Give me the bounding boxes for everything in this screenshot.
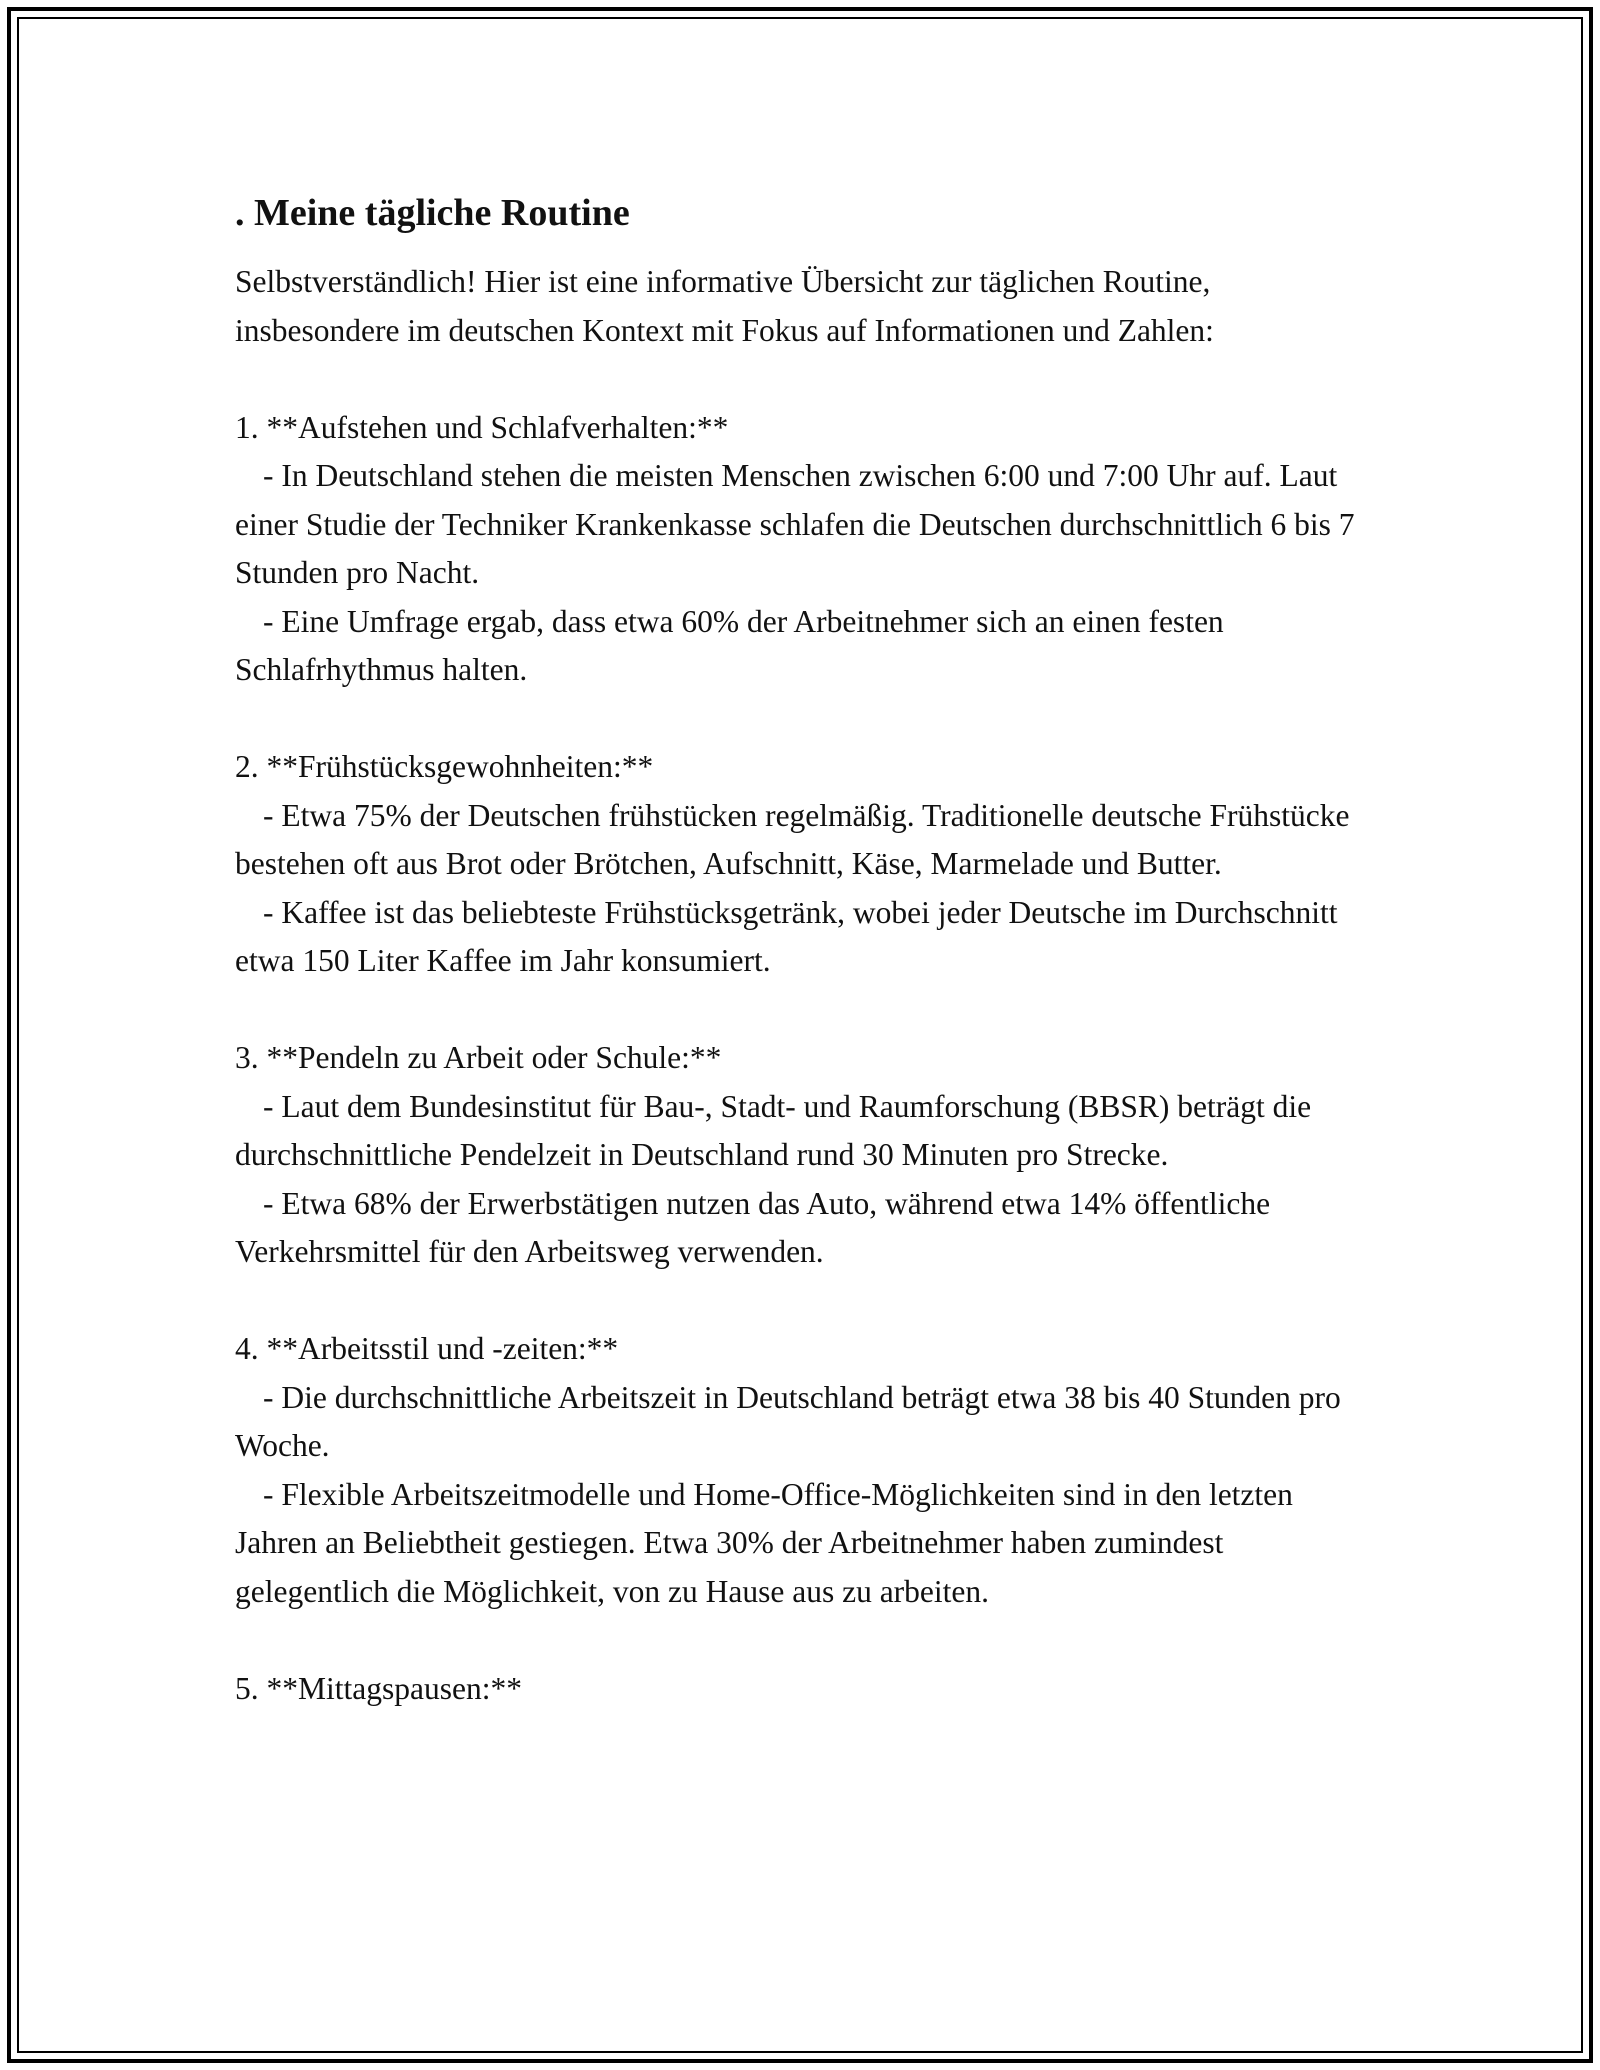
section-bullet: - In Deutschland stehen die meisten Menschen zwischen 6:00 und 7:00 Uhr auf. Laut einer Studie der Techniker Krankenkasse schlafen die Deutschen durchschnittlich 6 bis 7 Stunden pro Nacht.: [235, 458, 1355, 590]
section-bullet: - Flexible Arbeitszeitmodelle und Home-Office-Möglichkeiten sind in den letzten Jahren an Beliebtheit gestiegen. Etwa 30% der Arbeitnehmer haben zumindest gelegentlich die Möglichkeit, von zu Hause aus zu arbeiten.: [235, 1476, 1293, 1609]
section-bullet: - Die durchschnittliche Arbeitszeit in Deutschland beträgt etwa 38 bis 40 Stunden pro Woche.: [235, 1379, 1341, 1463]
section-bullet: - Etwa 75% der Deutschen frühstücken regelmäßig. Traditionelle deutsche Frühstücke bestehen oft aus Brot oder Brötchen, Aufschnitt, Käse, Marmelade und Butter.: [235, 797, 1350, 881]
section-bullet: - Eine Umfrage ergab, dass etwa 60% der Arbeitnehmer sich an einen festen Schlafrhythmus halten.: [235, 603, 1224, 687]
section-bullet: - Laut dem Bundesinstitut für Bau-, Stadt- und Raumforschung (BBSR) beträgt die durchschnittliche Pendelzeit in Deutschland rund 30 Minuten pro Strecke.: [235, 1088, 1312, 1172]
section-mittagspausen: [235, 1665, 1370, 1714]
section-arbeit: [235, 1325, 1370, 1616]
section-pendeln: [235, 1034, 1370, 1277]
section-bullet: - Kaffee ist das beliebteste Frühstücksgetränk, wobei jeder Deutsche im Durchschnitt etwa 150 Liter Kaffee im Jahr konsumiert.: [235, 894, 1338, 978]
section-heading: 4. **Arbeitsstil und -zeiten:**: [235, 1331, 619, 1366]
section-heading: 2. **Frühstücksgewohnheiten:**: [235, 749, 654, 784]
intro-paragraph: Selbstverständlich! Hier ist eine informative Übersicht zur täglichen Routine, insbesondere im deutschen Kontext mit Fokus auf Informationen und Zahlen:: [235, 264, 1214, 348]
section-heading: 5. **Mittagspausen:**: [235, 1670, 522, 1706]
document-title: . Meine tägliche Routine: [235, 192, 630, 234]
section-fruehstueck: [235, 743, 1370, 986]
section-bullet: - Etwa 68% der Erwerbstätigen nutzen das Auto, während etwa 14% öffentliche Verkehrsmittel für den Arbeitsweg verwenden.: [235, 1185, 1271, 1269]
section-heading: 3. **Pendeln zu Arbeit oder Schule:**: [235, 1040, 722, 1075]
document-body: [235, 188, 1370, 1713]
section-aufstehen: [235, 404, 1370, 695]
section-heading: 1. **Aufstehen und Schlafverhalten:**: [235, 409, 729, 445]
